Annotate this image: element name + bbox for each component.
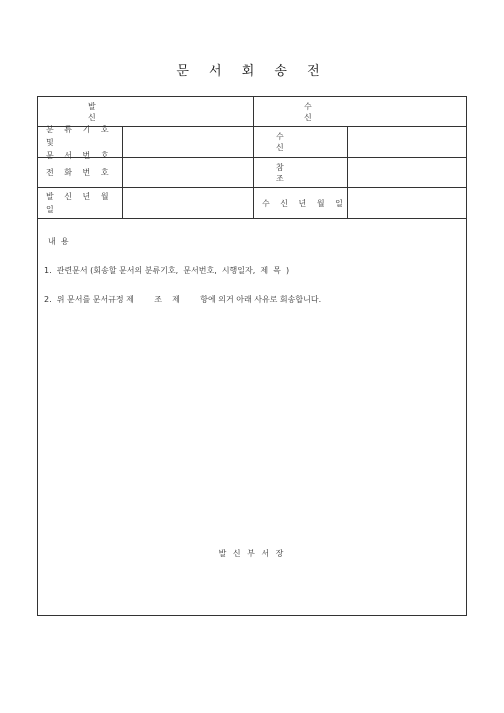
send-date-value[interactable] — [123, 188, 254, 218]
signature-label: 발 신 부 서 장 — [218, 549, 286, 558]
reference-label: 참 조 — [254, 158, 348, 187]
content-heading: 내 용 — [48, 237, 69, 246]
form-table — [37, 96, 467, 616]
classification-label-line2: 문 서 번 호 — [46, 150, 113, 160]
receiver-label: 수 신 — [254, 127, 348, 157]
classification-label-line1: 분 류 기 호 및 — [46, 124, 113, 147]
receive-date-label: 수 신 년 월 일 — [254, 188, 348, 218]
reference-value[interactable] — [348, 158, 466, 187]
sender-header: 발 신 — [38, 97, 254, 126]
classification-label — [38, 124, 123, 160]
phone-value[interactable] — [123, 158, 254, 187]
receiver-value[interactable] — [348, 127, 466, 157]
phone-label: 전 화 번 호 — [38, 158, 123, 187]
send-date-label: 발 신 년 월 일 — [38, 188, 123, 218]
table-row — [38, 124, 466, 160]
document-title: 문 서 회 송 전 — [176, 64, 328, 79]
content-item-2: 2. 위 문서를 문서규정 제 조 제 항에 의거 아래 사유로 회송합니다. — [44, 295, 322, 304]
receiver-header: 수 신 — [304, 101, 362, 122]
content-item-1: 1. 관련문서 (회송할 문서의 분류기호, 문서번호, 시행일자, 제 목 ) — [44, 266, 290, 275]
table-row — [38, 158, 466, 188]
receive-date-value[interactable] — [348, 188, 466, 218]
table-row — [38, 188, 466, 219]
classification-value[interactable] — [123, 127, 254, 157]
